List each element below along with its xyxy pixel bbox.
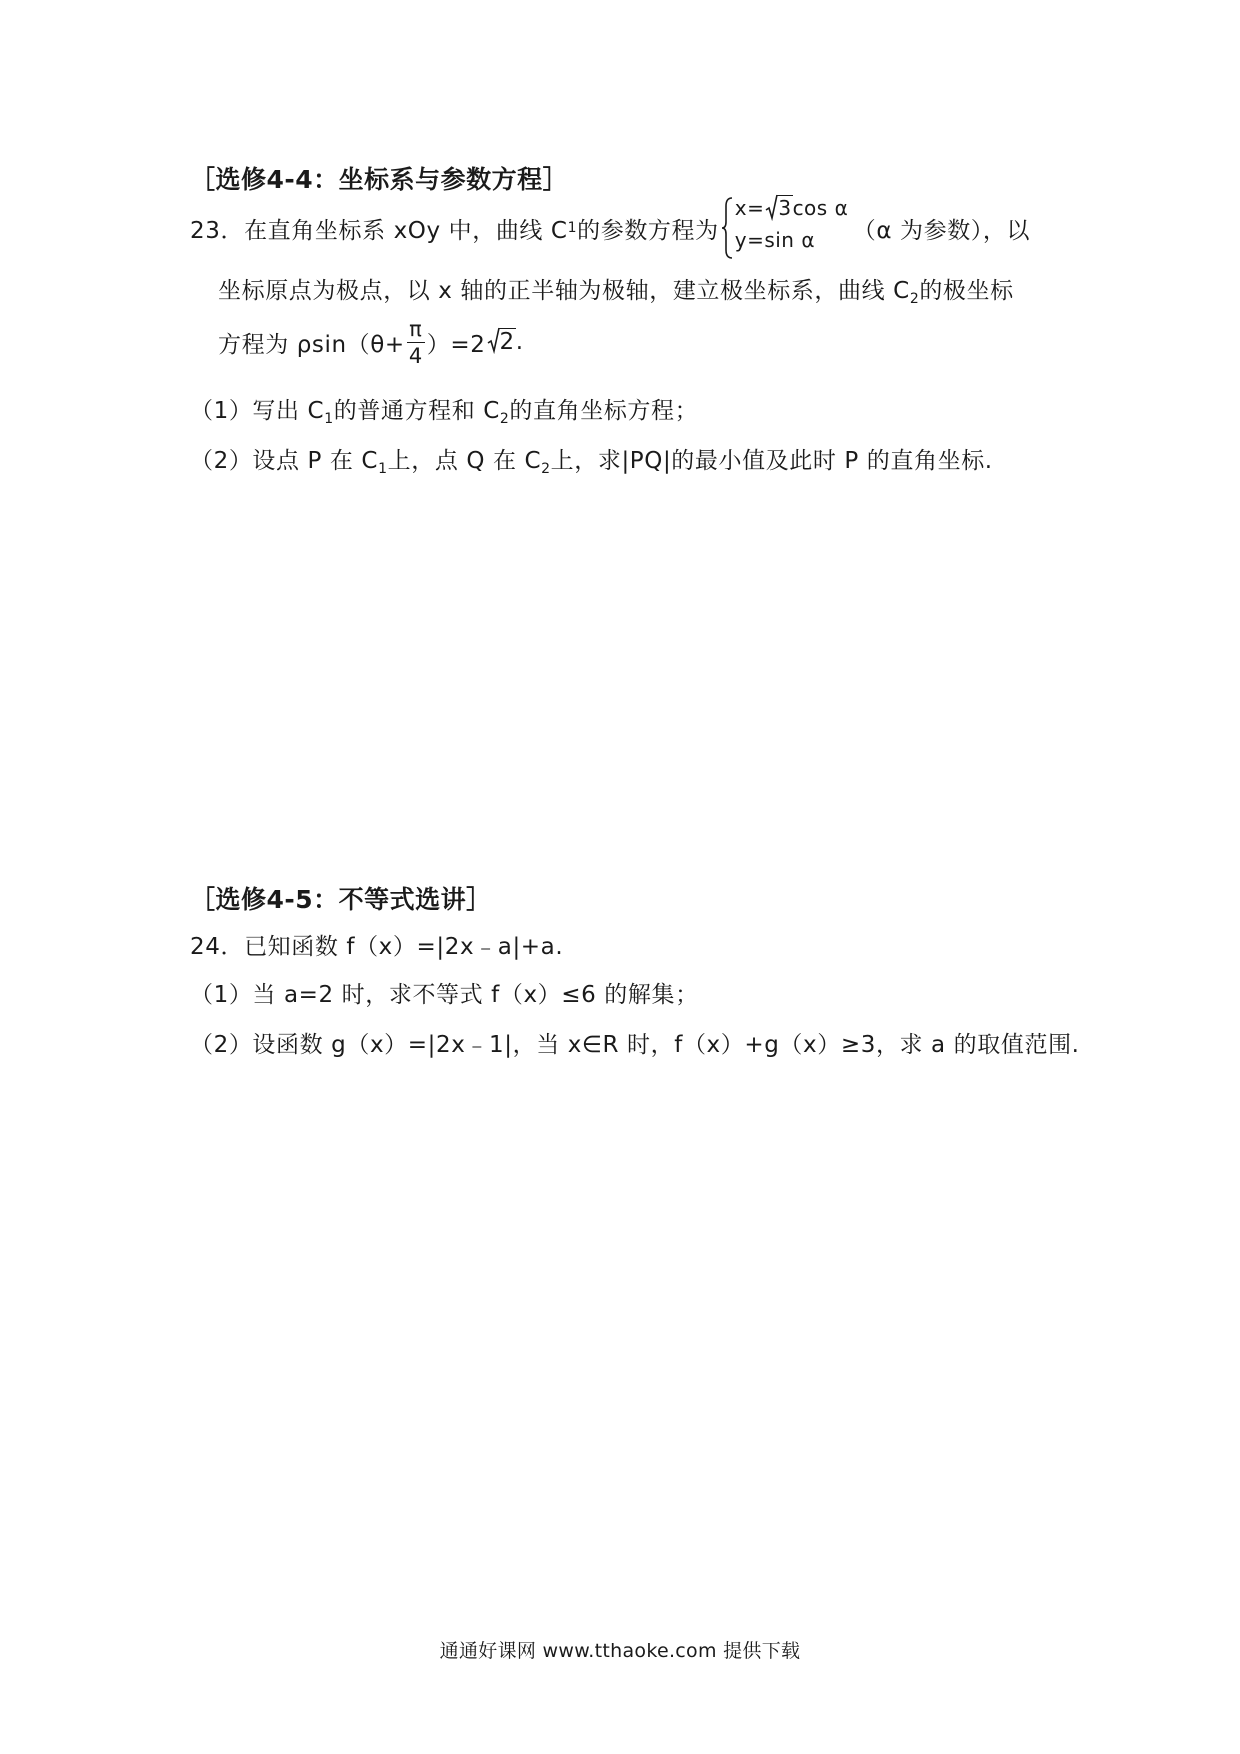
- fraction-numerator: π: [407, 316, 425, 343]
- q23-line-3: [218, 312, 524, 372]
- q23-line3-end: .: [515, 329, 524, 355]
- part1-text-a: （1）写出 C: [190, 398, 325, 424]
- radical-icon: [487, 326, 500, 354]
- q23-line-2: [218, 272, 1014, 307]
- radicand-2: 2: [499, 329, 515, 355]
- system-row-1: [735, 196, 849, 220]
- c2-subscript: 2: [909, 291, 920, 307]
- q23-intro: 在直角坐标系 xOy 中，曲线 C: [244, 217, 568, 244]
- part1-text-b: 的普通方程和 C: [333, 398, 500, 424]
- q23-line-1: [190, 196, 1030, 260]
- q24-part-2: （2）设函数 g（x）=|2x﹣1|，当 x∈R 时，f（x）+g（x）≥3，求 a 的取值范围.: [190, 1032, 1080, 1058]
- q23-line3-mid: ）=2: [426, 331, 486, 358]
- brace-icon: [721, 196, 733, 260]
- q24-part-1: （1）当 a=2 时，求不等式 f（x）≤6 的解集；: [190, 982, 699, 1008]
- part2-sub-2: 2: [541, 461, 551, 477]
- q23-line2-tail: 的极坐标: [919, 278, 1014, 304]
- part2-sub-1: 1: [378, 461, 388, 477]
- section-title-4-5: ［选修4-5：不等式选讲］: [190, 885, 492, 914]
- c1-subscript: 1: [567, 220, 578, 236]
- part1-text-c: 的直角坐标方程；: [509, 398, 699, 424]
- part2-text-a: （2）设点 P 在 C: [190, 448, 379, 474]
- fraction-denominator: 4: [408, 343, 423, 368]
- q23-line3-text: 方程为 ρsin（θ+: [218, 331, 405, 358]
- q23-part-1: [190, 392, 698, 427]
- q23-line2-text: 坐标原点为极点，以 x 轴的正半轴为极轴，建立极坐标系，曲线 C: [218, 278, 910, 304]
- radical-icon: [765, 193, 778, 221]
- part1-sub-2: 2: [499, 411, 510, 427]
- q23-number: 23．: [190, 217, 245, 244]
- section-title-4-4: ［选修4-4：坐标系与参数方程］: [190, 165, 569, 194]
- part1-sub-1: 1: [324, 411, 334, 427]
- part2-text-b: 上，点 Q 在 C: [387, 448, 542, 474]
- sqrt-2: [487, 329, 516, 355]
- row1-suffix: cos α: [792, 196, 849, 220]
- system-row-2: y=sin α: [734, 228, 816, 252]
- q23-after-system: （α 为参数），以: [852, 217, 1031, 244]
- radicand-3: 3: [778, 196, 792, 220]
- q24-stem: 24．已知函数 f（x）=|2x﹣a|+a.: [190, 934, 564, 960]
- part2-text-c: 上，求|PQ|的最小值及此时 P 的直角坐标.: [550, 448, 993, 474]
- sqrt-3: [765, 196, 792, 220]
- q23-intro-tail: 的参数方程为: [577, 217, 719, 244]
- fraction-pi-over-4: [407, 316, 425, 369]
- footer-text: 通通好课网 www.tthaoke.com 提供下载: [439, 1640, 801, 1662]
- parametric-system: [721, 196, 849, 260]
- row1-prefix: x=: [734, 196, 765, 220]
- q23-part-2: [190, 442, 993, 477]
